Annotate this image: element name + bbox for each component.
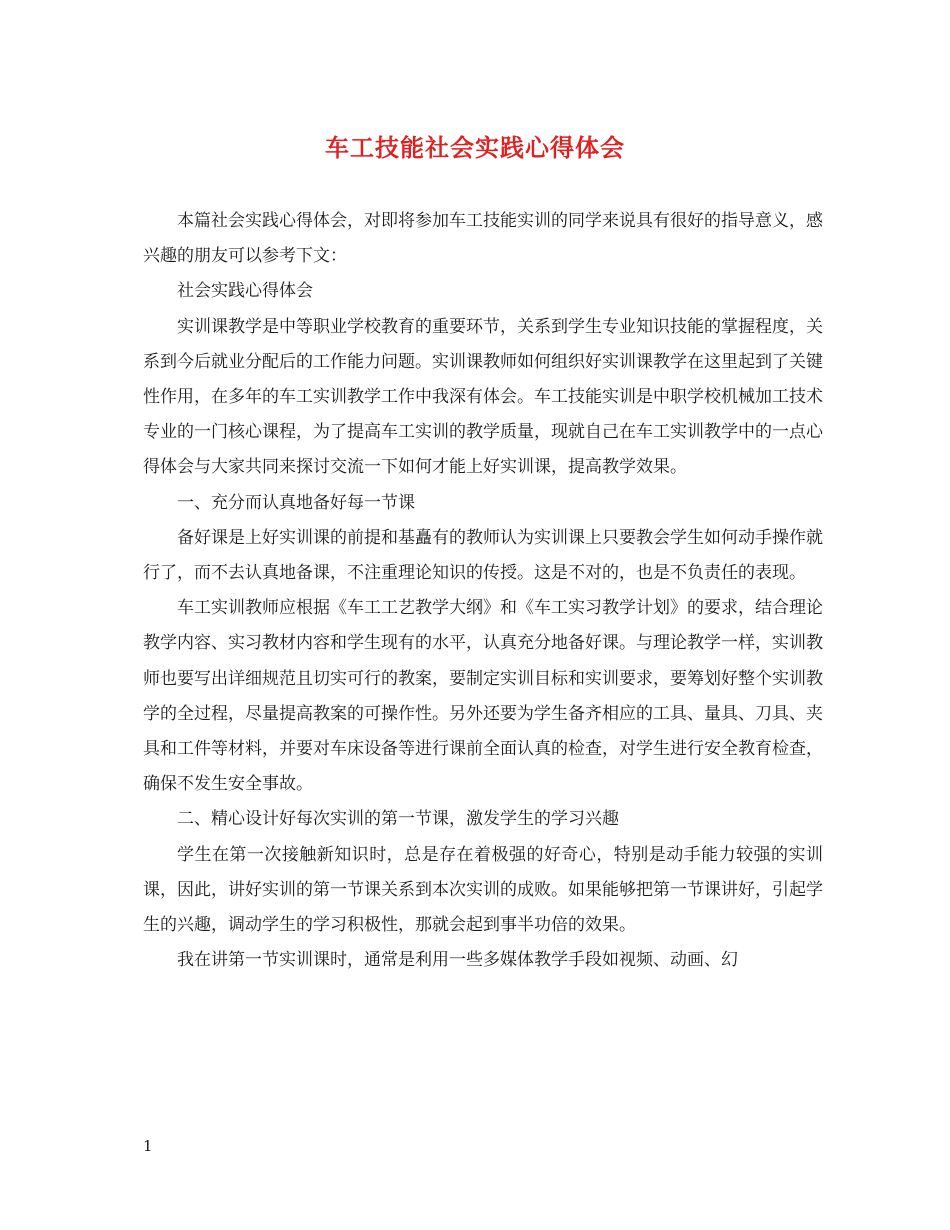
paragraph-multimedia: 我在讲第一节实训课时，通常是利用一些多媒体教学手段如视频、动画、幻 bbox=[177, 950, 738, 971]
paragraph-intro: 本篇社会实践心得体会，对即将参加车工技能实训的同学来说具有很好的指导意义，感兴趣的朋友可以参考下文： bbox=[143, 211, 823, 267]
page-number: 1 bbox=[143, 1137, 153, 1155]
paragraph-syllabus: 车工实训教师应根据《车工工艺教学大纲》和《车工实习教学计划》的要求，结合理论教学内容、实习教材内容和学生现有的水平，认真充分地备好课。与理论教学一样，实训教师也要写出详细规范且切实可行的教案，要制定实训目标和实训要求，要筹划好整个实训教学的全过程，尽量提高教案的可操作性。另外还要为学生备齐相应的工具、量具、刀具、夹具和工件等材料，并要对车床设备等进行课前全面认真的检查，对学生进行安全教育检查，确保不发生安全事故。 bbox=[143, 598, 823, 795]
document-body bbox=[143, 204, 823, 978]
paragraph-first-lesson: 学生在第一次接触新知识时，总是存在着极强的好奇心，特别是动手能力较强的实训课，因此，讲好实训的第一节课关系到本次实训的成败。如果能够把第一节课讲好，引起学生的兴趣，调动学生的学习积极性，那就会起到事半功倍的效果。 bbox=[143, 844, 823, 936]
section-heading-2: 二、精心设计好每次实训的第一节课，激发学生的学习兴趣 bbox=[177, 809, 619, 830]
document-title: 车工技能社会实践心得体会 bbox=[325, 134, 625, 162]
section-heading-1: 一、充分而认真地备好每一节课 bbox=[177, 492, 415, 513]
paragraph-prepare: 备好课是上好实训课的前提和基矗有的教师认为实训课上只要教会学生如何动手操作就行了，而不去认真地备课，不注重理论知识的传授。这是不对的，也是不负责任的表现。 bbox=[143, 527, 823, 584]
paragraph-overview: 实训课教学是中等职业学校教育的重要环节，关系到学生专业知识技能的掌握程度，关系到今后就业分配后的工作能力问题。实训课教师如何组织好实训课教学在这里起到了关键性作用，在多年的车工实训教学工作中我深有体会。车工技能实训是中职学校机械加工技术专业的一门核心课程，为了提高车工实训的教学质量，现就自己在车工实训教学中的一点心得体会与大家共同来探讨交流一下如何才能上好实训课，提高教学效果。 bbox=[143, 316, 823, 478]
paragraph-subtitle: 社会实践心得体会 bbox=[177, 281, 313, 302]
